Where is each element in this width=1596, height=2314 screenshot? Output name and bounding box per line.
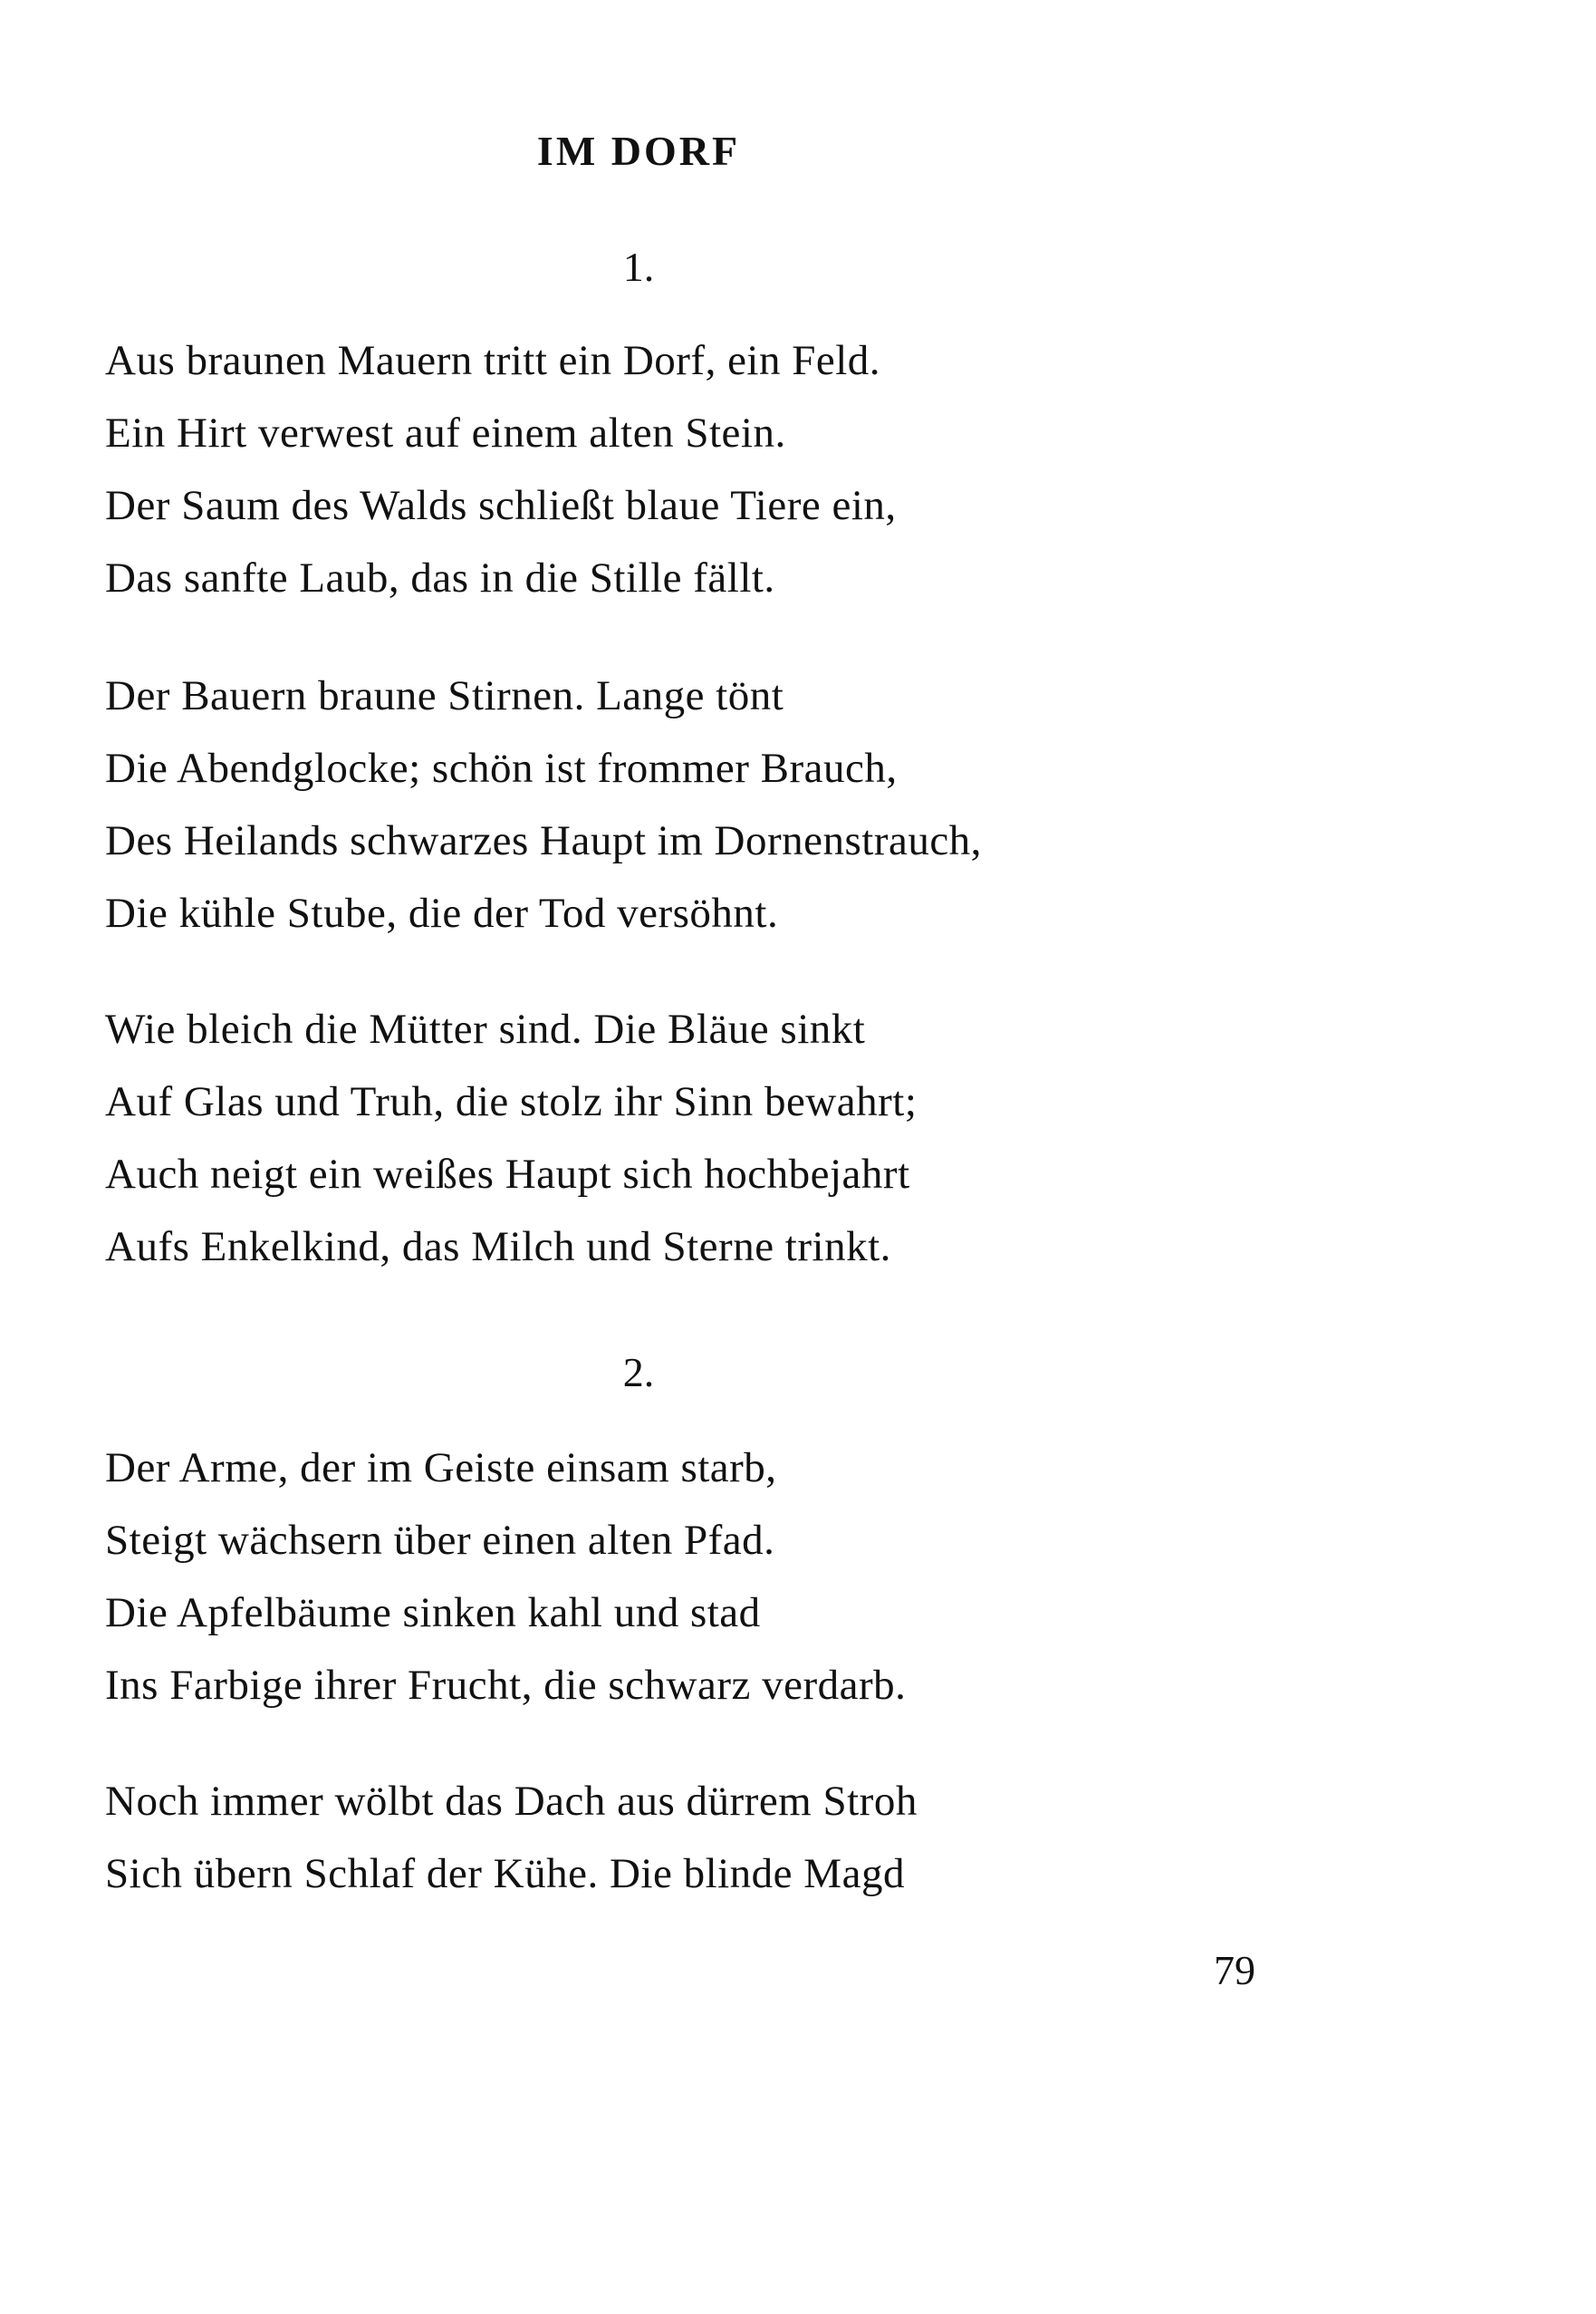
stanza-2	[105, 660, 982, 950]
section-number-2: 2.	[622, 1349, 655, 1395]
poem-line: Wie bleich die Mütter sind. Die Bläue sinkt	[105, 1006, 866, 1053]
poem-line: Noch immer wölbt das Dach aus dürrem Stroh	[105, 1778, 918, 1825]
stanza-4	[105, 1432, 906, 1721]
stanza-3	[105, 993, 917, 1283]
poem-line: Ein Hirt verwest auf einem alten Stein.	[105, 410, 786, 457]
poem-line: Die Abendglocke; schön ist frommer Brauch,	[105, 745, 898, 792]
poem-line: Auch neigt ein weißes Haupt sich hochbejahrt	[105, 1151, 910, 1198]
poem-line: Der Arme, der im Geiste einsam starb,	[105, 1444, 777, 1491]
poem-line: Des Heilands schwarzes Haupt im Dornenstrauch,	[105, 817, 982, 864]
poem-line: Die kühle Stube, die der Tod versöhnt.	[105, 890, 779, 937]
stanza-5	[105, 1765, 918, 1910]
poem-line: Der Saum des Walds schließt blaue Tiere ein,	[105, 482, 897, 529]
section-number-1: 1.	[622, 244, 655, 290]
poem-line: Ins Farbige ihrer Frucht, die schwarz verdarb.	[105, 1662, 907, 1709]
poem-line: Der Bauern braune Stirnen. Lange tönt	[105, 672, 784, 719]
page-number: 79	[1214, 1947, 1255, 1993]
poem-line: Auf Glas und Truh, die stolz ihr Sinn bewahrt;	[105, 1078, 918, 1125]
poem-line: Das sanfte Laub, das in die Stille fällt.	[105, 554, 775, 602]
poem-line: Die Apfelbäume sinken kahl und stad	[105, 1589, 761, 1636]
poem-line: Aufs Enkelkind, das Milch und Sterne trinkt.	[105, 1223, 891, 1270]
poem-title: IM DORF	[536, 128, 741, 174]
poem-line: Steigt wächsern über einen alten Pfad.	[105, 1517, 775, 1564]
stanza-1	[105, 324, 897, 614]
poem-line: Aus braunen Mauern tritt ein Dorf, ein Feld.	[105, 337, 881, 384]
poem-line: Sich übern Schlaf der Kühe. Die blinde Magd	[105, 1850, 905, 1897]
